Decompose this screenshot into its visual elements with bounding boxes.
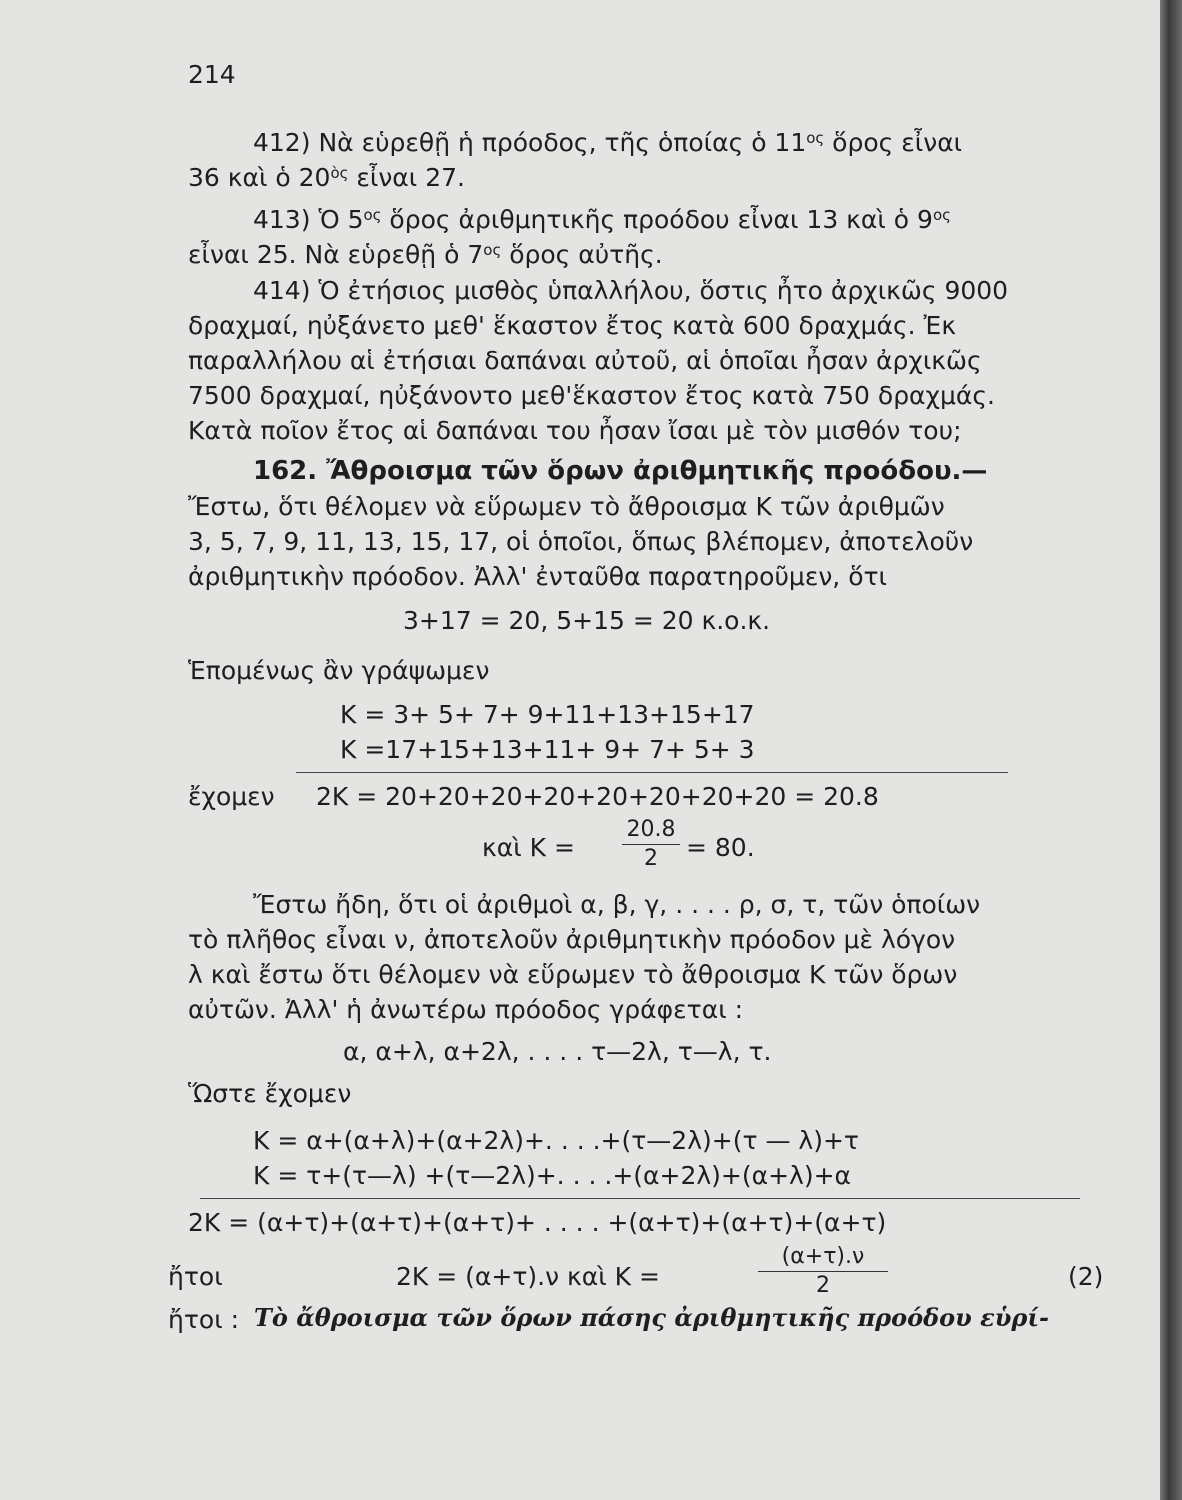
fraction-numerator: (α+τ).ν [781,1244,865,1269]
equation-pairs: 3+17 = 20, 5+15 = 20 κ.ο.κ. [403,606,771,635]
exercise-413-line1: 413) Ὁ $5^{o\varsigma}$ ὅρος ἀριθμητικῆς προόδου εἶναι 13 καὶ ὁ $9^{o\varsigma}$ [253,205,951,234]
general-text-line2: τὸ πλῆθος εἶναι ν, ἀποτελοῦν ἀριθμητικὴν πρόοδον μὲ λόγον [188,925,956,954]
general-sum-rule [200,1198,1080,1199]
sum-forward: Κ = 3+ 5+ 7+ 9+11+13+15+17 [340,700,755,729]
echomen-label: ἔχομεν [188,782,275,811]
section-text-line3: ἀριθμητικὴν πρόοδον. Ἀλλ' ἐνταῦθα παρατηροῦμεν, ὅτι [188,562,888,591]
section-text-line4: Ἑπομένως ἂν γράψωμεν [188,656,490,685]
exercise-414-line2: δραχμαί, ηὐξάνετο μεθ' ἕκαστον ἔτος κατὰ 600 δραχμάς. Ἐκ [188,311,957,340]
fraction-20-8-over-2 [622,818,680,871]
oste-label: Ὥστε ἔχομεν [188,1079,352,1108]
itoi-label: ἤτοι [168,1262,223,1291]
sum-double: 2Κ = 20+20+20+20+20+20+20+20 = 20.8 [316,782,879,811]
conclusion-text: Τὸ ἄθροισμα τῶν ὅρων πάσης ἀριθμητικῆς προόδου εὑρί- [254,1303,1049,1332]
fraction-denominator: 2 [816,1273,830,1298]
page-number: 214 [188,60,236,89]
exercise-413-line2: εἶναι 25. Νὰ εὑρεθῇ ὁ $7^{o\varsigma}$ ὅρος αὐτῆς. [188,240,663,269]
sum-rule [296,772,1008,773]
exercise-414-line3: παραλλήλου αἱ ἐτήσιαι δαπάναι αὐτοῦ, αἱ ὁποῖαι ἦσαν ἀρχικῶς [188,346,982,375]
exercise-414-line5: Κατὰ ποῖον ἔτος αἱ δαπάναι του ἦσαν ἴσαι μὲ τὸν μισθόν του; [188,416,962,445]
general-sum-forward: Κ = α+(α+λ)+(α+2λ)+. . . .+(τ—2λ)+(τ — λ)+τ [253,1126,859,1155]
section-text-line1: Ἔστω, ὅτι θέλομεν νὰ εὕρωμεν τὸ ἄθροισμα Κ τῶν ἀριθμῶν [188,492,945,521]
sum-backward: Κ =17+15+13+11+ 9+ 7+ 5+ 3 [340,735,755,764]
fraction-bar [758,1271,888,1272]
book-spine-edge [1160,0,1182,1500]
k-result-value: = 80. [686,833,755,862]
fraction-numerator: 20.8 [626,817,676,842]
general-sum-double: 2Κ = (α+τ)+(α+τ)+(α+τ)+ . . . . +(α+τ)+(α+τ)+(α+τ) [188,1208,887,1237]
progression-sequence: α, α+λ, α+2λ, . . . . τ—2λ, τ—λ, τ. [343,1037,772,1066]
section-text-line2: 3, 5, 7, 9, 11, 13, 15, 17, οἱ ὁποῖοι, ὅπως βλέπομεν, ἀποτελοῦν [188,527,974,556]
exercise-412-line1: 412) Νὰ εὑρεθῇ ἡ πρόοδος, τῆς ὁποίας ὁ $11^{o\varsigma}$ ὅρος εἶναι [253,128,963,157]
exercise-414-line1: 414) Ὁ ἐτήσιος μισθὸς ὑπαλλήλου, ὅστις ἦτο ἀρχικῶς 9000 [253,276,1009,305]
fraction-denominator: 2 [644,846,658,871]
general-sum-backward: Κ = τ+(τ—λ) +(τ—2λ)+. . . .+(α+2λ)+(α+λ)+α [253,1161,851,1190]
general-text-line4: αὐτῶν. Ἀλλ' ἡ ἀνωτέρω πρόοδος γράφεται : [188,995,744,1024]
general-result: 2Κ = (α+τ).ν καὶ Κ = [396,1262,660,1291]
section-heading: 162. Ἄθροισμα τῶν ὅρων ἀριθμητικῆς προόδου.— [253,456,988,486]
equation-number: (2) [1068,1262,1104,1291]
itoi-colon-label: ἤτοι : [168,1305,240,1334]
fraction-bar [622,844,680,845]
general-text-line3: λ καὶ ἔστω ὅτι θέλομεν νὰ εὕρωμεν τὸ ἄθροισμα Κ τῶν ὅρων [188,960,958,989]
fraction-general [758,1245,888,1298]
exercise-414-line4: 7500 δραχμαί, ηὐξάνοντο μεθ'ἕκαστον ἔτος κατὰ 750 δραχμάς. [188,381,995,410]
general-text-line1: Ἔστω ἤδη, ὅτι οἱ ἀριθμοὶ α, β, γ, . . . . ρ, σ, τ, τῶν ὁποίων [253,890,981,919]
k-result-label: καὶ Κ = [482,833,575,862]
exercise-412-line2: 36 καὶ ὁ $20^{ὸ\varsigma}$ εἶναι 27. [188,163,465,192]
